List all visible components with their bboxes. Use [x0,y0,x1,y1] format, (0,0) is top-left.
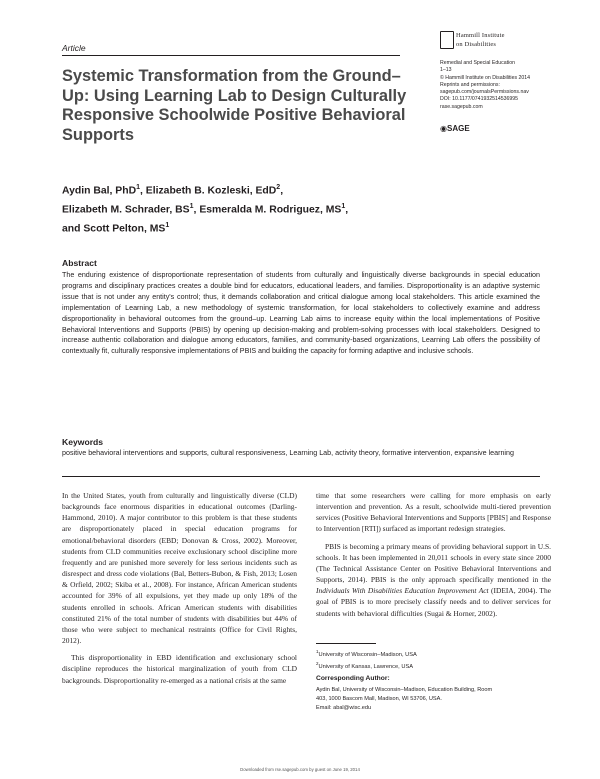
journal-meta [440,60,530,111]
body-text: PBIS is becoming a primary means of providing behavioral support in U.S. schools. It has been implemented in 20,011 schools in every state since 2000 (The Technical Assistance Center on Positive Behavioral Interventions and Supports, 2014). PBIS is the only approach specifically mentioned in the [316,541,551,585]
author-aff: 1 [341,202,346,210]
affiliation-item [316,660,556,672]
body-column-right [316,490,551,625]
keywords-text: positive behavioral interventions and supports, cultural responsiveness, Learning Lab, activity theory, formative intervention, expansive learning [62,449,514,457]
author: Elizabeth M. Schrader, BS [62,204,190,216]
doi[interactable]: DOI: 10.1177/0741932514536995 [440,96,519,103]
affiliation-number: 1 [316,649,319,654]
affiliation-rule [316,643,376,644]
body-paragraph: In the United States, youth from culturally and linguistically diverse (CLD) backgrounds face enormous disparities in educational outcomes (Darling-Hammond, 2010). A major contributor to this problem is that these students are disproportionately placed in special education programs for emotional/behavioral disorders (EBD; Donovan & Cross, 2002). Moreover, students from CLD communities receive exclusionary school discipline more frequently and are punished more severely for less serious incidents such as disrespect and dress code violations (Bal, Betters-Bubon, & Fish, 2013; Losen & Orfield, 2002; Skiba et al., 2008). For instance, African American students accounted for 39% of all expulsions, yet they made up only 18% of the students enrolled in schools. African American students with disabilities constituted 21% of the total number of students with disabilities but 44% of those who were subject to mechanical restraints (Office for Civil Rights, 2012). [62,491,297,646]
affiliation-item [316,648,556,660]
copyright: © Hammill Institute on Disabilities 2014 [440,74,531,81]
publisher-logo-icon [440,31,454,49]
header-rule [62,55,400,56]
affiliation-number: 2 [316,660,319,666]
author: Elizabeth B. Kozleski, EdD [145,185,277,197]
corresponding-heading: Corresponding Author: [316,675,390,682]
author-list: Aydin Bal, PhD$^1$, Elizabeth B. Kozleski, EdD$^2$, Elizabeth M. Schrader, $BS^1$, Esmeralda M. Rodriguez, $MS^1$, and Scott Pelton, $MS^1$ [62,184,349,235]
author: Aydin Bal, PhD [62,185,137,197]
body-paragraph: time that some researchers were calling for more emphasis on early intervention and prevention. As a result, schoolwide multi-tiered prevention services (Positive Behavioral Interventions and Supports [PBIS] and Response to Intervention [RTI]) surfaced as important redesign strategies. [316,491,551,534]
author: Esmeralda M. Rodriguez, MS [199,204,342,216]
author-aff: 1 [189,202,194,210]
reprints-label: Reprints and permissions: [440,81,500,88]
section-divider [62,476,540,477]
journal-url[interactable]: rase.sagepub.com [440,103,483,110]
corresponding-line: Aydin Bal, University of Wisconsin–Madison, Education Building, Room [316,687,493,693]
corresponding-details [316,686,556,712]
sage-logo-text: SAGE [446,124,470,133]
publisher-line2: on Disabilities [456,41,497,48]
author-aff: 1 [136,184,140,191]
body-paragraph: This disproportionality in EBD identification and exclusionary school discipline reproduces the historical marginalization of youth from CLD backgrounds. Disproportionality re-emerged as a national crisis at the same [62,653,297,685]
page-range: 1–13 [440,67,452,74]
publisher-logo [440,31,560,51]
permissions-link[interactable]: sagepub.com/journalsPermissions.nav [440,89,529,96]
affiliation-text: University of Kansas, Lawrence, USA [318,663,414,670]
sage-globe-icon: ◉ [440,124,447,133]
corresponding-line: 403, 1000 Bascom Mall, Madison, WI 53706, USA. [316,695,442,702]
corresponding-email[interactable]: Email: abal@wisc.edu [316,704,372,711]
publisher-line1: Hammill Institute [456,32,505,39]
body-text: (IDEIA, 2004). The goal of PBIS is to more precisely classify needs and to deliver services for students with behavioral difficulties (Sugai & Horner, 2002). [316,586,551,618]
body-column-left [62,490,297,692]
journal-name: Remedial and Special Education [440,60,515,66]
abstract-text: The enduring existence of disproportionate representation of students from culturally and linguistically diverse backgrounds in special education programs and disciplinary practices creates a double bind for educators, educational leaders, and families. Disproportionality is an adaptive systemic issue that is not under any entity's control; thus, it demands collaboration and critical dialogue among local stakeholders. This article examined the implementation of Learning Lab, a new methodology of systemic transformation, for local stakeholders to collectively examine and address disproportionality in behavioral outcomes from the ground–up. Learning Lab aims to increase equity within the local implementations of Positive Behavioral Interventions and Supports (PBIS) by opening up decision-making and problem-solving processes with local stakeholders. Designed to increase authentic collaboration and dialogue among educators, families, and community-based organizations, Learning Lab offers the possibility of contextually fit, culturally responsive implementations of PBIS and building the capacity for forming adaptive and inclusive schools. [62,271,540,356]
download-footer: Downloaded from rse.sagepub.com by guest on June 19, 2014 [240,767,360,772]
body-paragraph [316,541,551,619]
act-title: Individuals With Disabilities Education Improvement Act [316,586,489,596]
abstract-heading: Abstract [62,258,97,268]
sage-logo [440,124,470,133]
keywords-heading: Keywords [62,437,104,447]
article-type-label: Article [62,43,86,53]
affiliation-text: University of Wisconsin–Madison, USA [318,651,417,658]
article-title: Systemic Transformation from the Ground–Up: Using Learning Lab to Design Culturally Responsive Schoolwide Positive Behavioral Supports [62,67,407,144]
author-aff: 1 [165,221,170,229]
author: and Scott Pelton, MS [62,223,166,235]
author-aff: 2 [276,184,281,191]
affiliations [316,648,556,672]
